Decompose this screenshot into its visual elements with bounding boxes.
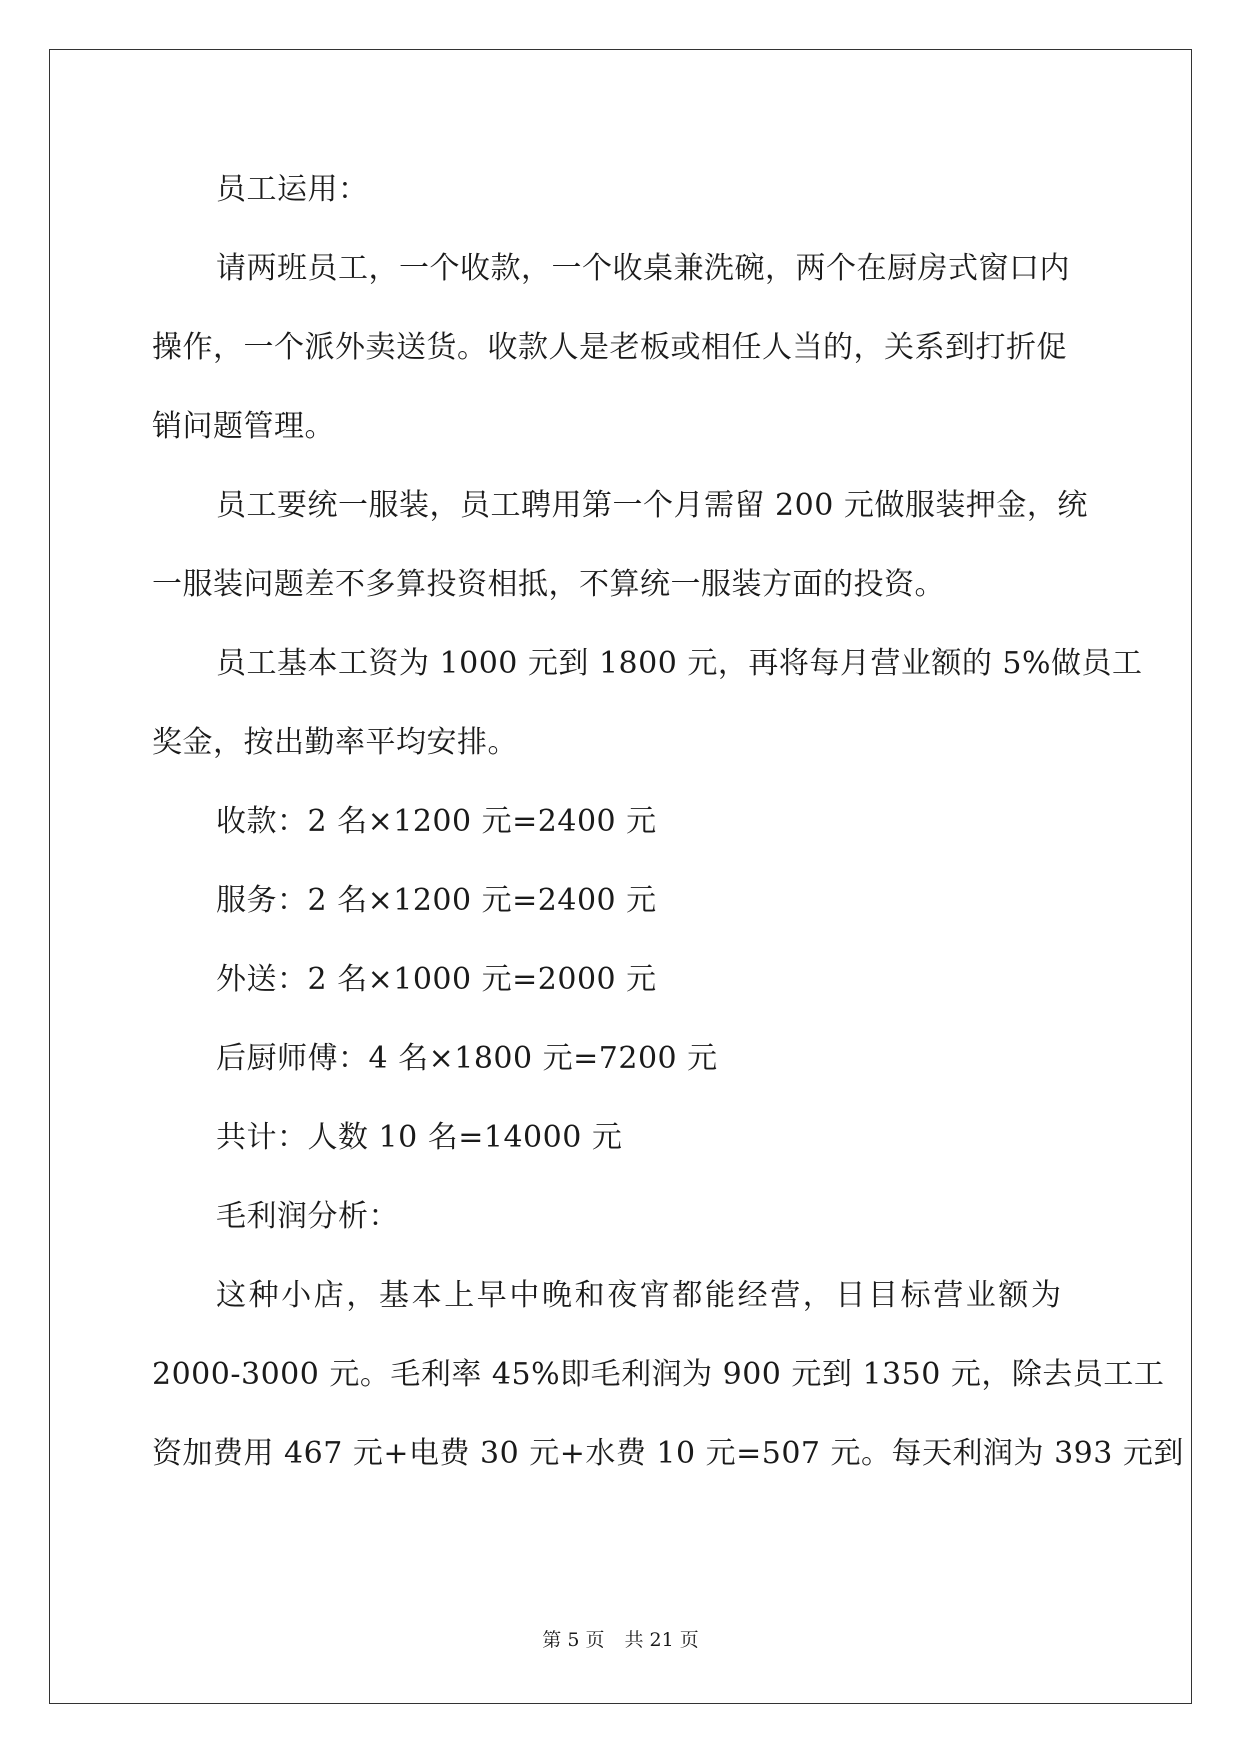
heading-staff: 员工运用： xyxy=(216,172,369,207)
heading-gross-profit: 毛利润分析： xyxy=(216,1199,399,1234)
paragraph-wage-line: 奖金，按出勤率平均安排。 xyxy=(152,725,518,760)
line-total: 共计：人数 10 名=14000 元 xyxy=(216,1120,623,1155)
paragraph-staff-line: 销问题管理。 xyxy=(152,409,335,444)
paragraph-wage-line: 员工基本工资为 1000 元到 1800 元，再将每月营业额的 5%做员工 xyxy=(216,646,1143,681)
line-service: 服务：2 名×1200 元=2400 元 xyxy=(216,883,657,918)
page-total: 共 21 页 xyxy=(624,1629,699,1651)
paragraph-uniform-line: 员工要统一服装，员工聘用第一个月需留 200 元做服装押金，统 xyxy=(216,488,1088,523)
page-footer xyxy=(0,1628,1241,1652)
paragraph-uniform-line: 一服装问题差不多算投资相抵，不算统一服装方面的投资。 xyxy=(152,567,945,602)
paragraph-profit-line: 2000-3000 元。毛利率 45%即毛利润为 900 元到 1350 元，除去员工工 xyxy=(152,1357,1165,1392)
line-cashier: 收款：2 名×1200 元=2400 元 xyxy=(216,804,657,839)
line-delivery: 外送：2 名×1000 元=2000 元 xyxy=(216,962,657,997)
paragraph-profit-line: 这种小店，基本上早中晚和夜宵都能经营，日目标营业额为 xyxy=(216,1278,1064,1313)
page-number: 第 5 页 xyxy=(542,1629,605,1651)
paragraph-staff-line: 操作，一个派外卖送货。收款人是老板或相任人当的，关系到打折促 xyxy=(152,330,1067,365)
line-kitchen: 后厨师傅：4 名×1800 元=7200 元 xyxy=(216,1041,718,1076)
paragraph-staff-line: 请两班员工，一个收款，一个收桌兼洗碗，两个在厨房式窗口内 xyxy=(216,251,1070,286)
paragraph-profit-line: 资加费用 467 元+电费 30 元+水费 10 元=507 元。每天利润为 393 元到 xyxy=(152,1436,1184,1471)
